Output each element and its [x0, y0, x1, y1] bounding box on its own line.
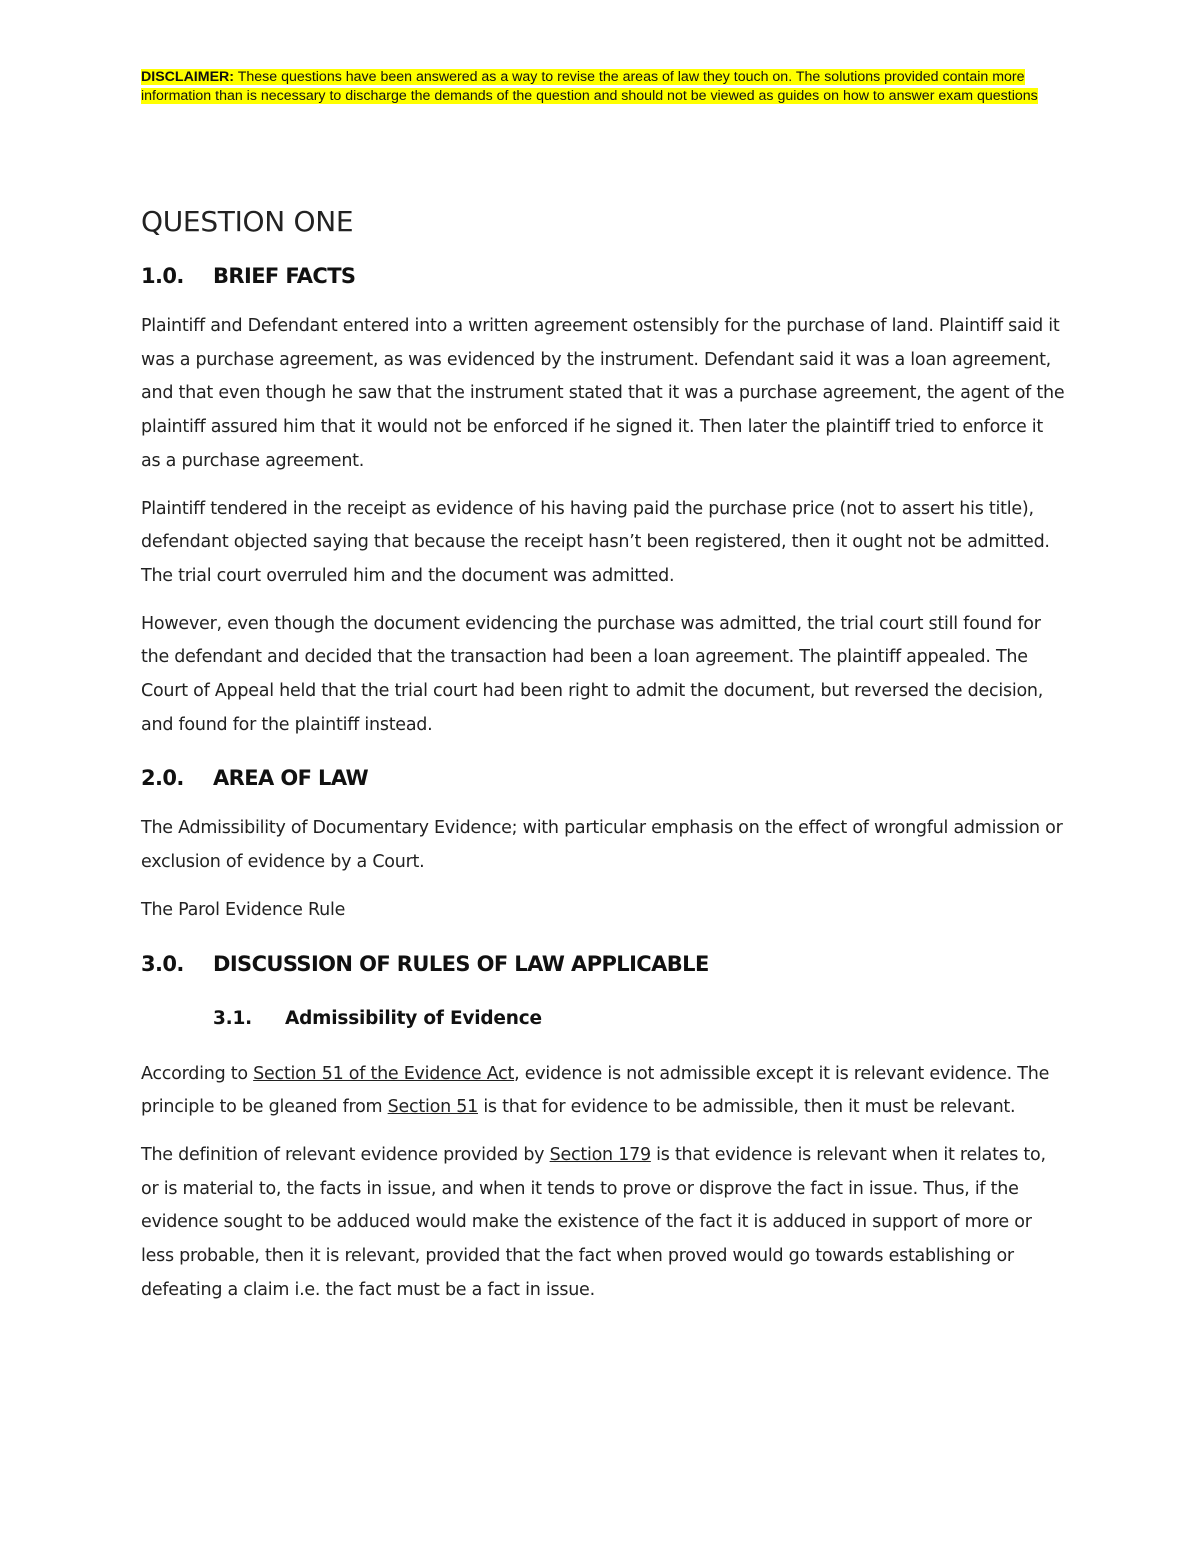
text-run: The definition of relevant evidence provided by: [141, 1144, 550, 1165]
paragraph-facts-3: However, even though the document evidencing the purchase was admitted, the trial court still found for the defendant and decided that the transaction had been a loan agreement. The plaintiff appealed. The Court of Appeal held that the trial court had been right to admit the document, but reversed the decision, and found for the plaintiff instead.: [141, 613, 1044, 735]
question-title: QUESTION ONE: [141, 205, 354, 238]
disclaimer: [141, 68, 1066, 106]
text-run: is that for evidence to be admissible, then it must be relevant.: [478, 1097, 1016, 1118]
section-heading-brief-facts: [141, 262, 1066, 290]
section-heading-area-of-law: [141, 764, 1066, 792]
section-51-link[interactable]: Section 51: [387, 1097, 478, 1118]
text-run: , evidence is not admissible except it is relevant evidence. The principle to be gleaned from: [141, 1063, 1050, 1118]
paragraph-admissibility-2: [141, 1139, 1066, 1308]
section-179-link[interactable]: Section 179: [549, 1144, 651, 1165]
subsection-heading-admissibility: [213, 1006, 1066, 1032]
text-run: According to: [141, 1063, 254, 1084]
disclaimer-highlight: [141, 69, 1038, 104]
subsection-title: Admissibility of Evidence: [285, 1007, 542, 1029]
section-title: DISCUSSION OF RULES OF LAW APPLICABLE: [213, 951, 709, 976]
document-page: [141, 68, 1066, 1307]
subsection-number: 3.1.: [213, 1007, 253, 1029]
section-heading-discussion: [141, 950, 1066, 978]
section-title: AREA OF LAW: [213, 766, 369, 791]
section-number: 3.0.: [141, 951, 184, 976]
paragraph-admissibility-1: [141, 1058, 1066, 1125]
disclaimer-text: These questions have been answered as a way to revise the areas of law they touch on. The solutions provided contain more information than is necessary to discharge the demands of the question and should not be viewed as guides on how to answer exam questions: [141, 69, 1038, 104]
paragraph-facts-1: Plaintiff and Defendant entered into a written agreement ostensibly for the purchase of land. Plaintiff said it was a purchase agreement, as was evidenced by the instrument. Defendant said it was a loan agreement, and that even though he saw that the instrument stated that it was a purchase agreement, the agent of the plaintiff assured him that it would not be enforced if he signed it. Then later the plaintiff tried to enforce it as a purchase agreement.: [141, 316, 1065, 471]
section-51-evidence-act-link[interactable]: Section 51 of the Evidence Act: [253, 1063, 515, 1084]
text-run: is that evidence is relevant when it relates to, or is material to, the facts in issue, and when it tends to prove or disprove the fact in issue. Thus, if the evidence sought to be adduced would make the existence of the fact it is adduced in support of more or less probable, then it is relevant, provided that the fact when proved would go towards establishing or defeating a claim i.e. the fact must be a fact in issue.: [141, 1144, 1046, 1300]
section-number: 1.0.: [141, 264, 184, 288]
paragraph-area-2: The Parol Evidence Rule: [141, 899, 346, 920]
disclaimer-label: DISCLAIMER:: [141, 69, 235, 85]
paragraph-facts-2: Plaintiff tendered in the receipt as evidence of his having paid the purchase price (not to assert his title), defendant objected saying that because the receipt hasn’t been registered, then it ought not be admitted. The trial court overruled him and the document was admitted.: [141, 498, 1050, 586]
section-number: 2.0.: [141, 766, 184, 791]
paragraph-area-1: The Admissibility of Documentary Evidence; with particular emphasis on the effect of wrongful admission or exclusion of evidence by a Court.: [141, 818, 1063, 873]
section-title: BRIEF FACTS: [213, 264, 356, 288]
